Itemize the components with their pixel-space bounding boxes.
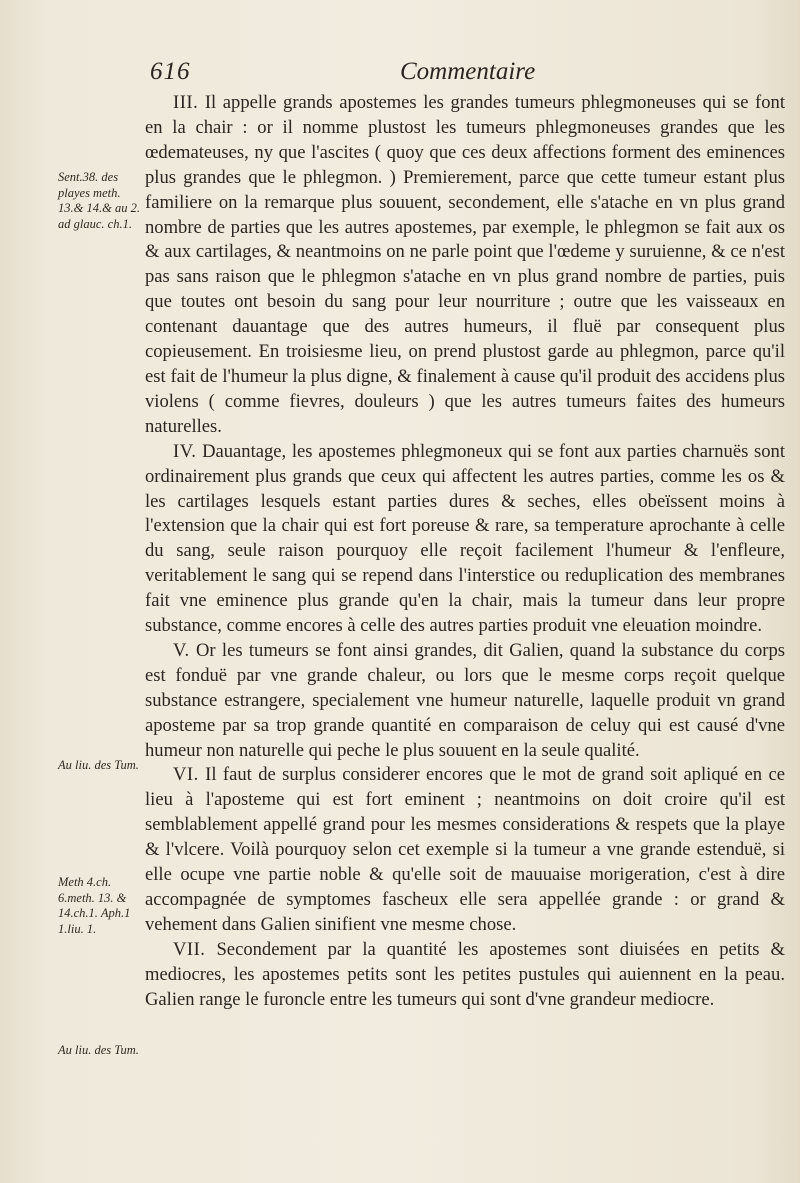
paragraph-number: VII. <box>173 938 206 960</box>
paragraph-text: Il faut de surplus considerer encores que le mot de grand soit apliqué en ce lieu à l'aposteme qui est fort eminent ; neantmoins on doit croire qu'il est semblablement appellé grand pour les mesmes considerations & respets que la playe & l'vlcere. Voilà pourquoy selon cet exemple si la tumeur a vne grande estenduë, si elle ocupe vne partie noble & qu'elle soit de mauuaise morigeration, c'est à dire accompagnée de symptomes fascheux elle sera appellée grande : or grand & vehement dans Galien sinifient vne mesme chose. <box>145 764 785 935</box>
paragraph <box>145 763 785 937</box>
main-text <box>145 91 785 1013</box>
paragraph-text: Il appelle grands apostemes les grandes tumeurs phlegmoneuses qui se font en la chair : or il nomme plustost les tumeurs phlegmoneuses grandes que les œdemateuses, ny que l'ascites ( quoy que ces deux affections forment des eminences plus grandes que le phlegmon. ) Premierement, parce que cette tumeur estant plus familiere on la remarque plus souuent, secondement, elle s'atache en vn plus grand nombre de parties que les autres apostemes, par exemple, le phlegmon se fait aux os & aux cartilages, & neantmoins on ne parle point que l'œdeme y suruienne, & ce n'est pas sans raison que le phlegmon s'atache en vn plus grand nombre de parties, puis que toutes ont besoin du sang pour leur nourriture ; outre que les vaisseaux en contenant dauantage que des autres humeurs, il fluë par consequent plus copieusement. En troisiesme lieu, on prend plustost garde au phlegmon, parce qu'il est fait de l'humeur la plus digne, & finalement à cause qu'il produit des accidens plus violens ( comme fievres, douleurs ) que les autres tumeurs faites des humeurs naturelles. <box>145 92 785 437</box>
margin-note: Au liu. des Tum. <box>58 1043 139 1057</box>
paragraph-text: Dauantage, les apostemes phlegmoneux qui se font aux parties charnuës sont ordinairement plus grands que ceux qui affectent les autres parties, comme les os & les cartilages lesquels estant parties dures & seches, elles obeïssent moins à l'extension que la chair qui est fort poreuse & rare, sa temperature aprochante à celle du sang, seule raison pourquoy elle reçoit facilement l'humeur & l'enfleure, veritablement le sang qui se repend dans l'interstice ou reduplication des membranes fait vne eminence plus grande qu'en la chair, mais la tumeur dans leur propre substance, comme encores à celle des autres parties produit vne eleuation moindre. <box>145 440 785 637</box>
margin-note: Sent.38. des playes meth. 13.& 14.& au 2. ad glauc. ch.1. <box>58 170 140 231</box>
paragraph-number: III. <box>173 92 199 113</box>
margin-note: Au liu. des Tum. <box>58 758 139 772</box>
margin-note: Meth 4.ch. 6.meth. 13. & 14.ch.1. Aph.1 1.liu. 1. <box>58 875 131 936</box>
running-title: Commentaire <box>400 58 536 85</box>
paragraph-number: V. <box>173 639 190 661</box>
paragraph-text: Secondement par la quantité les apostemes sont diuisées en petits & mediocres, les apostemes petits sont les petites pustules qui auiennent en la peau. Galien range le furoncle entre les tumeurs qui sont d'vne grandeur mediocre. <box>145 938 785 1010</box>
paragraph <box>145 91 785 440</box>
paragraph-text: Or les tumeurs se font ainsi grandes, dit Galien, quand la substance du corps est fonduë par vne grande chaleur, ou lors que le mesme corps reçoit quelque substance estrangere, specialement vne humeur naturelle, laquelle produit vn grand aposteme par sa trop grande quantité en comparaison de celuy qui est causé d'vne humeur non naturelle qui peche le plus souuent en la seule qualité. <box>145 639 785 761</box>
page-header <box>150 58 770 94</box>
paragraph <box>145 938 785 1013</box>
paragraph <box>145 440 785 639</box>
page-number: 616 <box>150 58 191 85</box>
paragraph-number: VI. <box>173 764 199 786</box>
paragraph <box>145 639 785 764</box>
paragraph-number: IV. <box>173 440 197 462</box>
